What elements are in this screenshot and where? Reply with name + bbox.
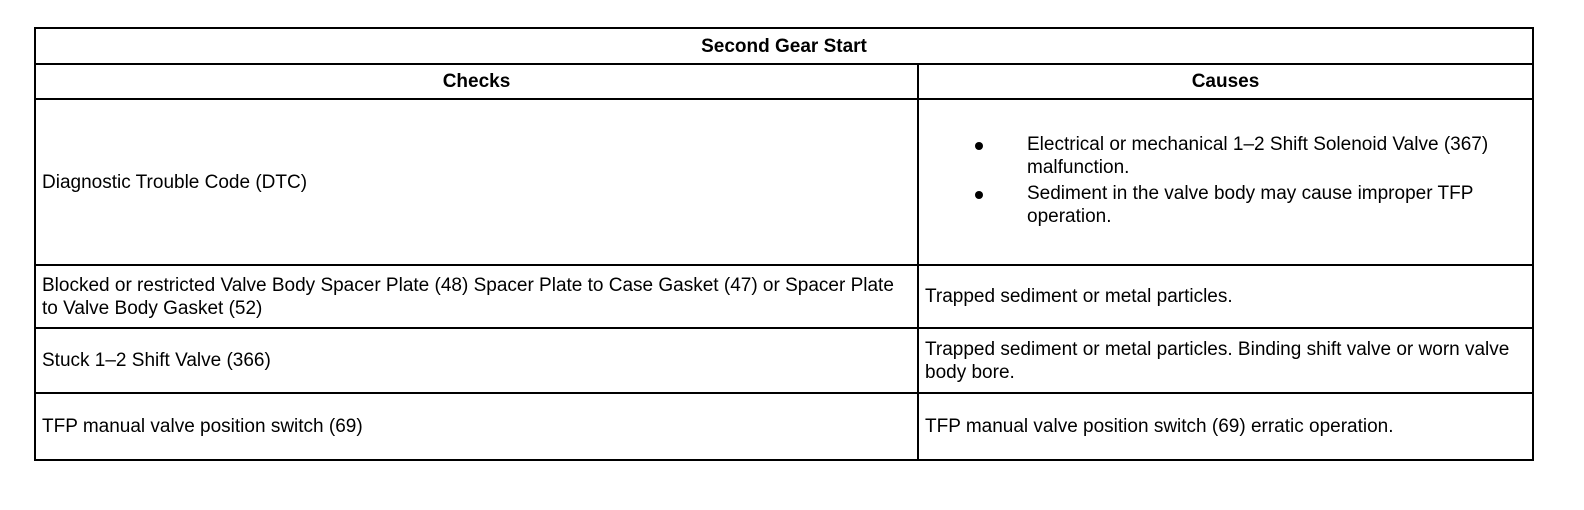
table-row bbox=[35, 99, 1533, 265]
cause-list bbox=[925, 133, 1526, 228]
list-item bbox=[975, 133, 1526, 179]
cause-text: Electrical or mechanical 1–2 Shift Solenoid Valve (367) malfunction. bbox=[1027, 134, 1489, 178]
table-header-row bbox=[35, 64, 1533, 99]
cause-cell: TFP manual valve position switch (69) erratic operation. bbox=[918, 393, 1533, 460]
check-cell: Blocked or restricted Valve Body Spacer Plate (48) Spacer Plate to Case Gasket (47) or Spacer Plate to Valve Body Gasket (52) bbox=[35, 265, 918, 328]
check-cell: TFP manual valve position switch (69) bbox=[35, 393, 918, 460]
column-header-causes: Causes bbox=[918, 64, 1533, 99]
table-row bbox=[35, 393, 1533, 460]
bullet-icon bbox=[975, 142, 983, 150]
cause-text: Sediment in the valve body may cause improper TFP operation. bbox=[1027, 183, 1474, 227]
bullet-icon bbox=[975, 191, 983, 199]
table-row bbox=[35, 265, 1533, 328]
table-title-row bbox=[35, 28, 1533, 64]
check-cell: Stuck 1–2 Shift Valve (366) bbox=[35, 328, 918, 393]
diagnostic-table bbox=[34, 27, 1534, 461]
check-cell: Diagnostic Trouble Code (DTC) bbox=[35, 99, 918, 265]
column-header-checks: Checks bbox=[35, 64, 918, 99]
table-title: Second Gear Start bbox=[35, 28, 1533, 64]
cause-cell: Trapped sediment or metal particles. bbox=[918, 265, 1533, 328]
table-row bbox=[35, 328, 1533, 393]
cause-cell bbox=[918, 99, 1533, 265]
cause-cell: Trapped sediment or metal particles. Binding shift valve or worn valve body bore. bbox=[918, 328, 1533, 393]
list-item bbox=[975, 182, 1526, 228]
